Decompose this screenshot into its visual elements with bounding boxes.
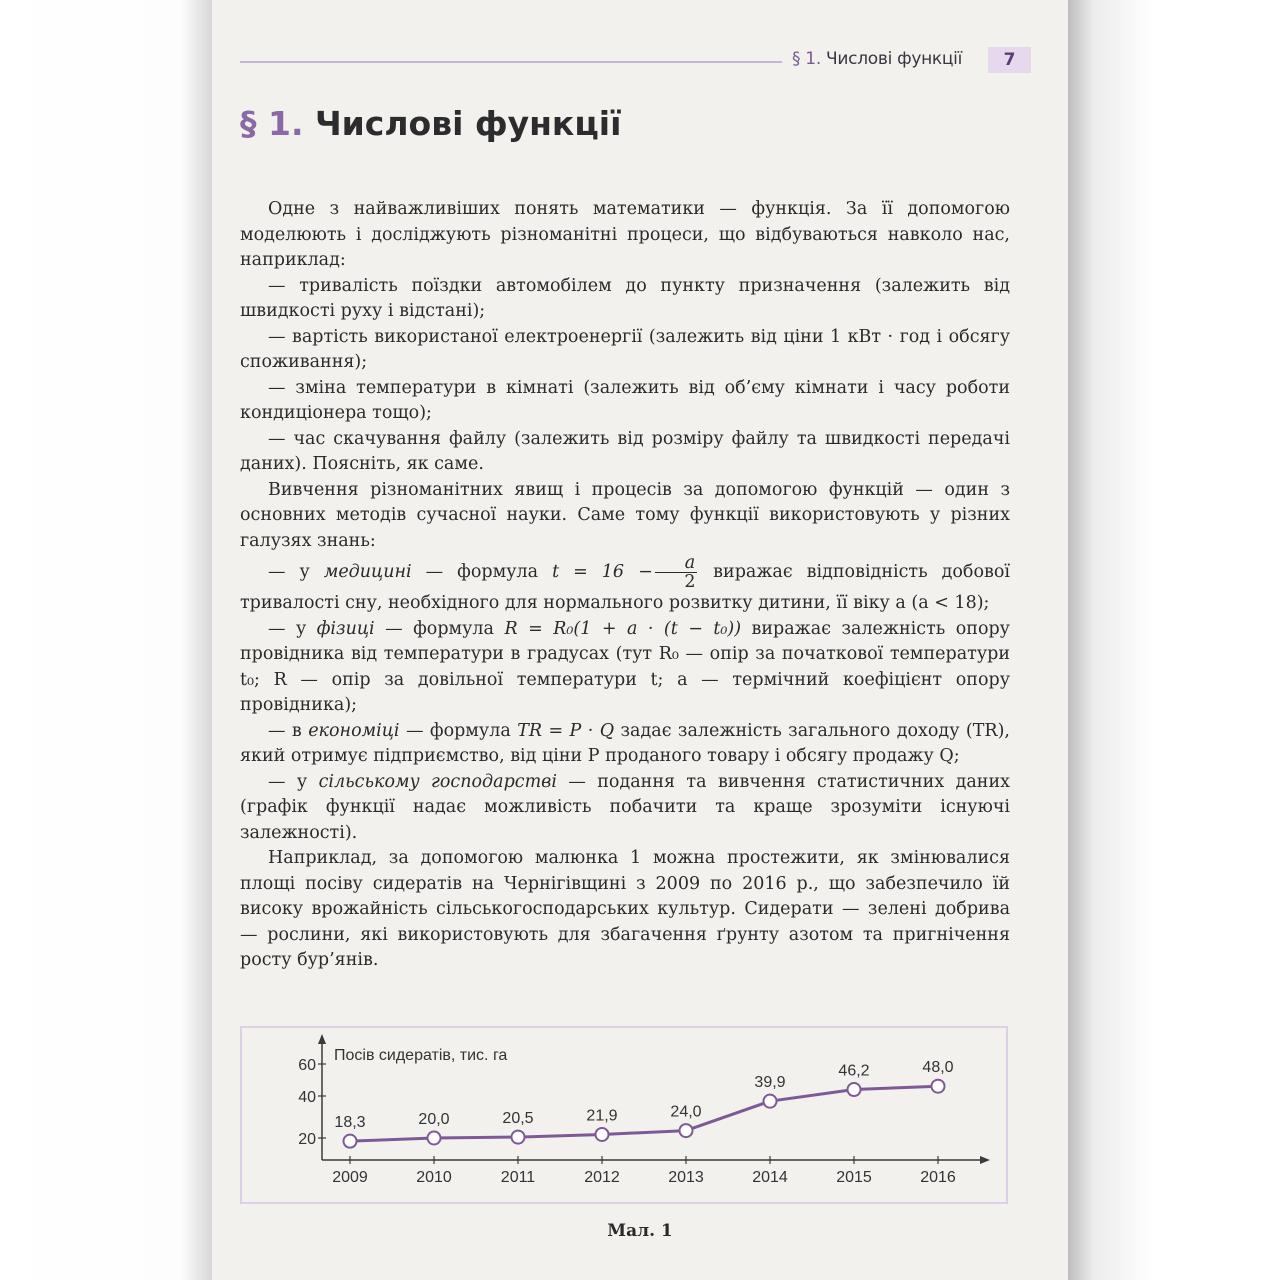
y-tick-label: 40 (298, 1089, 316, 1106)
bullet-file: — час скачування файлу (залежить від розміру файлу та швидкості передачі даних). Поясніть, як саме. (240, 428, 1010, 474)
fraction-denominator: 2 (684, 572, 696, 592)
section-title: Числові функції (315, 104, 622, 143)
medicine-formula: t = 16 − (552, 562, 653, 582)
data-point (344, 1135, 357, 1148)
agriculture-pre: — у (268, 771, 319, 792)
page-number: 7 (988, 47, 1031, 73)
data-label: 20,0 (418, 1111, 450, 1128)
x-tick-label: 2014 (752, 1169, 788, 1186)
physics-field: фізиці (316, 618, 375, 639)
running-head (792, 49, 962, 69)
data-point (596, 1128, 609, 1141)
data-label: 46,2 (838, 1062, 870, 1080)
medicine-field: медицині (323, 562, 412, 582)
x-tick-label: 2009 (332, 1169, 368, 1186)
page-title (240, 104, 621, 143)
medicine-pre: — у (268, 562, 324, 582)
agriculture-post: — подання та вивчення статистичних даних (графік функції надає можливість побачити та краще зрозуміти існуючі залежності). (240, 771, 1010, 843)
data-label: 21,9 (586, 1107, 618, 1125)
data-point (428, 1132, 441, 1145)
bullet-medicine (240, 554, 1010, 617)
y-axis-arrow (318, 1034, 326, 1044)
economics-post: задає залежність загального доходу (TR), який отримує підприємство, від ціни P проданого товару і обсягу продажу Q; (240, 720, 1010, 766)
chart-frame (240, 1026, 1008, 1204)
x-tick-label: 2015 (836, 1169, 872, 1186)
x-axis-arrow (980, 1156, 990, 1164)
agriculture-field: сільському господарстві (318, 771, 557, 792)
running-head-title: Числові функції (826, 49, 963, 69)
fraction-a-over-2 (655, 554, 697, 591)
body-text (240, 197, 1010, 974)
data-label: 20,5 (502, 1110, 534, 1128)
data-label: 48,0 (922, 1059, 954, 1077)
data-point (764, 1095, 777, 1108)
data-point (932, 1080, 945, 1093)
bullet-travel: — тривалість поїздки автомобілем до пункту призначення (залежить від швидкості руху і відстані); (240, 275, 1010, 321)
medicine-mid: — формула (411, 562, 553, 582)
physics-post: виражає залежність опору провідника від температури в градусах (тут R₀ — опір за початкової температури t₀; R — опір за довільної температури t; a — термічний коефіцієнт опору провідника); (240, 618, 1010, 715)
x-tick-label: 2012 (584, 1169, 620, 1186)
book-page (212, 0, 1068, 1280)
x-tick-label: 2016 (920, 1169, 956, 1186)
bullet-economics (240, 719, 1010, 770)
bullet-physics (240, 617, 1010, 719)
figure-caption: Мал. 1 (607, 1221, 673, 1241)
fraction-numerator: a (655, 554, 697, 573)
paragraph-methods: Вивчення різноманітних явищ і процесів за допомогою функцій — один з основних методів сучасної науки. Саме тому функції використовують у різних галузях знань: (240, 479, 1010, 551)
running-head-section: § 1. (792, 49, 821, 69)
bullet-electricity: — вартість використаної електроенергії (залежить від ціни 1 кВт · год і обсягу споживання); (240, 326, 1010, 372)
data-point (512, 1131, 525, 1144)
background-left (0, 0, 212, 1280)
x-tick-label: 2013 (668, 1169, 704, 1186)
physics-pre: — у (268, 618, 317, 639)
economics-field: економіці (308, 720, 400, 741)
paragraph-example: Наприклад, за допомогою малюнка 1 можна простежити, як змінювалися площі посіву сидератів на Чернігівщині з 2009 по 2016 р., що забезпечило їй високу врожайність сільськогосподарських культур. Сидерати — зелені добрива — рослини, які використовують для збагачення ґрунту азотом та пригнічення росту бур’янів. (240, 848, 1010, 970)
data-label: 18,3 (334, 1114, 366, 1132)
line-chart (242, 1028, 1006, 1202)
data-point (848, 1083, 861, 1096)
x-tick-label: 2010 (416, 1169, 452, 1186)
physics-mid: — формула (374, 618, 505, 639)
medicine-post: виражає відповідність добової тривалості сну, необхідного для нормального розвитку дитини, її віку a (a < 18); (240, 562, 1010, 613)
data-point (680, 1124, 693, 1137)
paragraph-intro: Одне з найважливіших понять математики — функція. За її допомогою моделюють і досліджують різноманітні процеси, що відбуваються навколо нас, наприклад: (240, 199, 1010, 270)
background-right (1068, 0, 1280, 1280)
physics-formula: R = R₀(1 + a · (t − t₀)) (504, 618, 742, 639)
chart-title: Посів сидератів, тис. га (334, 1047, 508, 1064)
x-tick-label: 2011 (500, 1169, 536, 1186)
y-tick-label: 60 (298, 1057, 316, 1074)
economics-mid: — формула (399, 720, 518, 741)
economics-pre: — в (268, 720, 309, 741)
data-label: 39,9 (754, 1074, 786, 1092)
bullet-temperature: — зміна температури в кімнаті (залежить від об’єму кімнати і часу роботи кондиціонера тощо); (240, 377, 1010, 423)
economics-formula: TR = P · Q (517, 720, 615, 741)
header-rule (240, 61, 782, 63)
bullet-agriculture (240, 770, 1010, 847)
data-label: 24,0 (670, 1103, 702, 1121)
y-tick-label: 20 (298, 1131, 316, 1148)
section-number: § 1. (240, 104, 304, 143)
